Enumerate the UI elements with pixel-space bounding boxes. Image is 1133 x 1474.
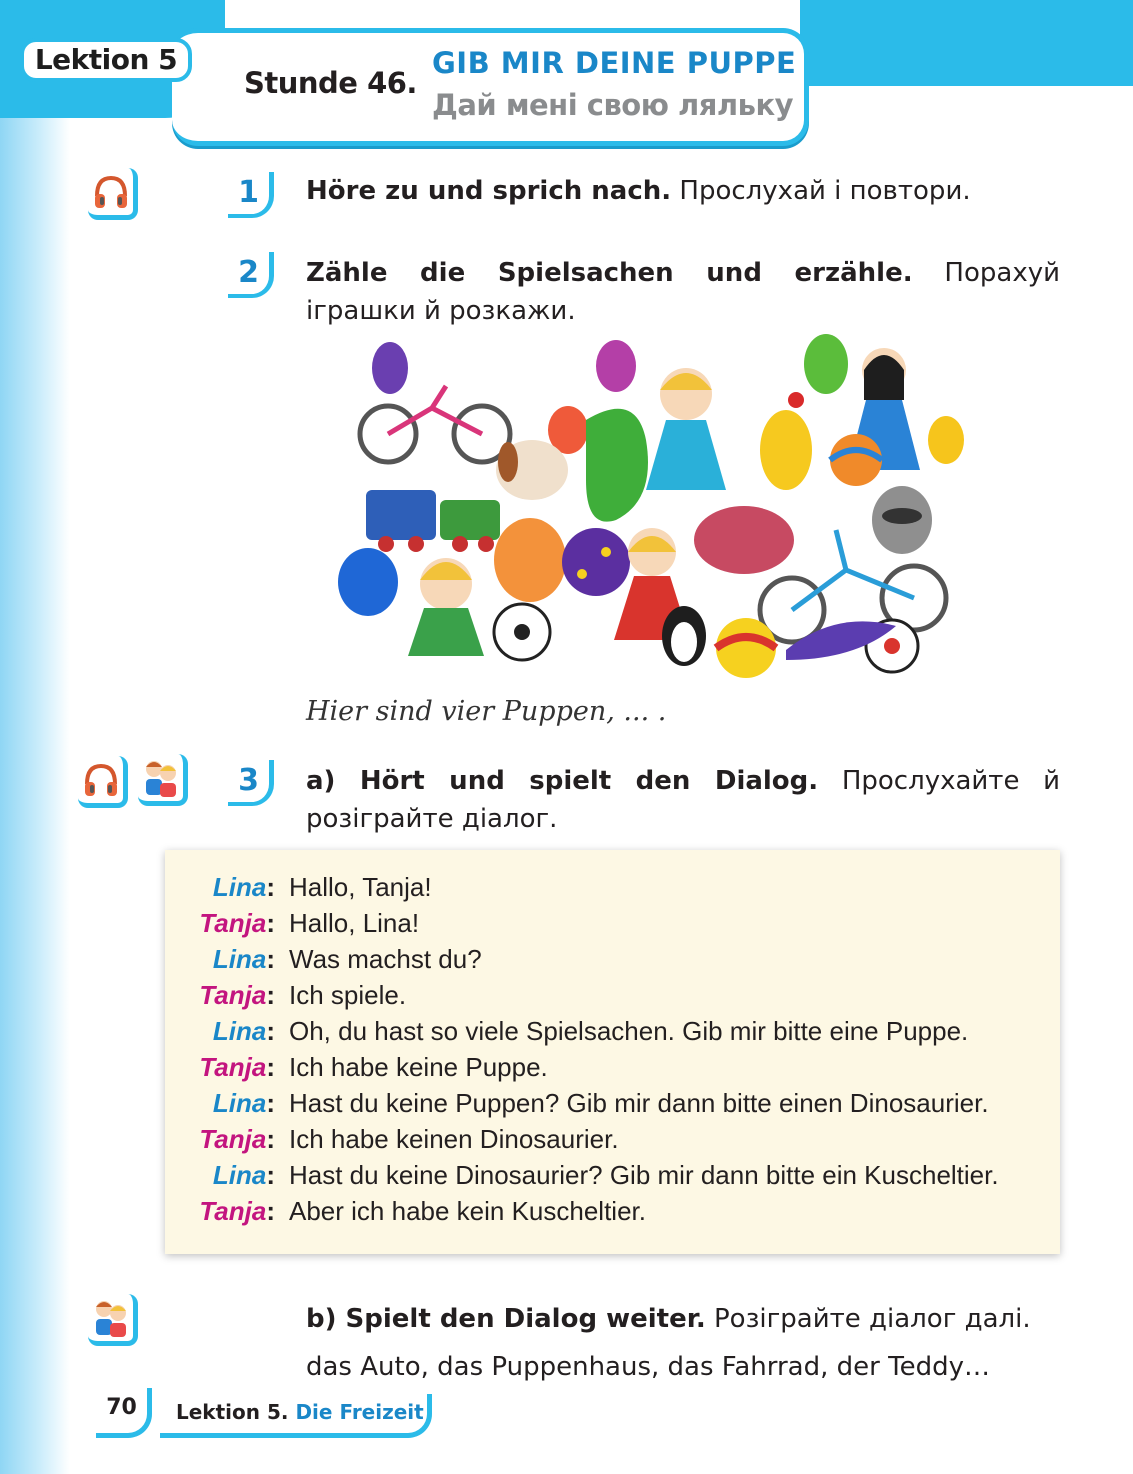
dialog-line	[165, 872, 1060, 908]
task2-instruction-uk: Порахуй іграшки й розкажи.	[306, 258, 1060, 326]
dialog-line	[165, 1196, 1060, 1232]
headphones-icon	[81, 760, 121, 800]
dialog-line	[165, 1124, 1060, 1160]
task1-audio-button[interactable]	[88, 168, 138, 220]
footer-section	[176, 1400, 424, 1424]
page-title: GIB MIR DEINE PUPPE	[432, 46, 797, 80]
dialog-text: Hast du keine Dinosaurier? Gib mir dann bitte ein Kuscheltier.	[289, 1160, 999, 1190]
task1-instruction-de: Höre zu und sprich nach.	[306, 176, 672, 206]
children-pair-icon	[140, 757, 182, 799]
task3b-instruction	[306, 1300, 1060, 1338]
dialog-text: Oh, du hast so viele Spielsachen. Gib mir bitte eine Puppe.	[289, 1016, 969, 1046]
speaker-tanja: Tanja:	[199, 1124, 275, 1154]
task3-instruction-de: a) Hört und spielt den Dialog.	[306, 766, 819, 796]
speaker-tanja: Tanja:	[199, 1052, 275, 1082]
speaker-lina: Lina:	[212, 872, 275, 902]
dialog-text: Ich habe keine Puppe.	[289, 1052, 548, 1082]
dialog-line	[165, 1016, 1060, 1052]
pair-work-badge	[88, 1294, 138, 1346]
dialog-text: Hast du keine Puppen? Gib mir dann bitte einen Dinosaurier.	[289, 1088, 989, 1118]
speaker-lina: Lina:	[212, 1088, 275, 1118]
dialog-text: Was machst du?	[289, 944, 482, 974]
task1-number: 1	[228, 172, 274, 218]
speaker-tanja: Tanja:	[199, 980, 275, 1010]
task1-instruction	[306, 172, 1066, 210]
speaker-tanja: Tanja:	[199, 908, 275, 938]
lesson-number: Stunde 46.	[244, 66, 417, 100]
task3b-word-list: das Auto, das Puppenhaus, das Fahrrad, der Teddy…	[306, 1352, 990, 1382]
task1-instruction-uk: Прослухай і повтори.	[671, 176, 971, 206]
task3-audio-button[interactable]	[78, 756, 128, 808]
header-band	[800, 0, 1133, 86]
dialog-line	[165, 980, 1060, 1016]
dialog-text: Hallo, Lina!	[289, 908, 420, 938]
task2-number: 2	[228, 252, 274, 298]
pair-work-badge	[138, 754, 188, 806]
dialog-line	[165, 908, 1060, 944]
speaker-lina: Lina:	[212, 1160, 275, 1190]
speaker-tanja: Tanja:	[199, 1196, 275, 1226]
footer-lektion: Lektion 5.	[176, 1400, 289, 1424]
task2-instruction	[306, 254, 1060, 330]
task3-number: 3	[228, 760, 274, 806]
speaker-lina: Lina:	[212, 944, 275, 974]
task3-instruction-uk: Прослухайте й розіграйте діалог.	[306, 766, 1060, 834]
task3-instruction	[306, 762, 1060, 838]
page-subtitle: Дай мені свою ляльку	[432, 88, 794, 122]
dialog-text: Ich habe keinen Dinosaurier.	[289, 1124, 619, 1154]
dialog-box	[165, 850, 1060, 1254]
dialog-text: Hallo, Tanja!	[289, 872, 432, 902]
dialog-text: Ich spiele.	[289, 980, 407, 1010]
page-number: 70	[96, 1388, 152, 1438]
task3b-instruction-de: b) Spielt den Dialog weiter.	[306, 1304, 706, 1334]
lektion-badge: Lektion 5	[20, 38, 192, 82]
dialog-line	[165, 944, 1060, 980]
speaker-lina: Lina:	[212, 1016, 275, 1046]
task3b-instruction-uk: Розіграйте діалог далі.	[705, 1304, 1031, 1334]
toys-illustration	[336, 330, 968, 686]
handwritten-example: Hier sind vier Puppen, ... .	[306, 696, 667, 727]
task2-instruction-de: Zähle die Spielsachen und erzähle.	[306, 258, 913, 288]
dialog-line	[165, 1088, 1060, 1124]
dialog-text: Aber ich habe kein Kuscheltier.	[289, 1196, 646, 1226]
headphones-icon	[91, 172, 131, 212]
children-pair-icon	[90, 1297, 132, 1339]
footer-section-title: Die Freizeit	[295, 1400, 424, 1424]
dialog-line	[165, 1052, 1060, 1088]
left-decor-band	[0, 0, 70, 1474]
dialog-line	[165, 1160, 1060, 1196]
